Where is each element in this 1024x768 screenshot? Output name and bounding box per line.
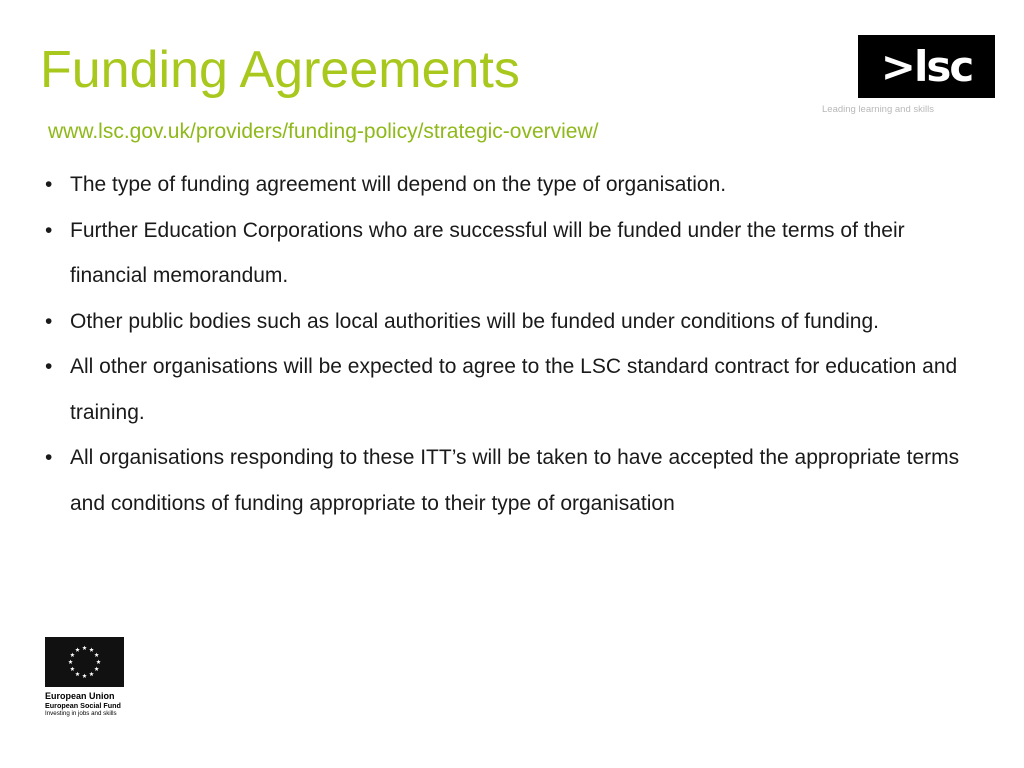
eu-name: European Union [45,691,115,701]
eu-star-icon [75,647,80,651]
bullet-icon: • [45,355,53,378]
lsc-tagline: Leading learning and skills [822,104,934,115]
eu-star-icon [82,646,87,650]
eu-star-icon [82,674,87,678]
bullet-icon: • [45,173,53,196]
eu-tagline: Investing in jobs and skills [45,710,117,717]
eu-star-icon [70,667,75,671]
eu-star-icon [75,672,80,676]
bullet-text: All other organisations will be expected to agree to the LSC standard contract for education and training. [70,355,958,424]
strategic-overview-link[interactable]: www.lsc.gov.uk/providers/funding-policy/strategic-overview/ [48,120,599,143]
bullet-text: All organisations responding to these ITT’s will be taken to have accepted the appropriate terms and conditions of funding appropriate to their type of organisation [70,446,960,515]
bullet-item [42,435,982,526]
eu-star-icon [94,667,99,671]
bullet-item [42,208,982,299]
eu-flag-icon [45,637,124,687]
bullet-text: The type of funding agreement will depend on the type of organisation. [70,173,727,196]
bullet-icon: • [45,218,53,242]
eu-logo [45,637,127,718]
bullet-list [42,162,982,526]
eu-fund-name: European Social Fund [45,701,121,710]
bullet-text: Other public bodies such as local authorities will be funded under conditions of funding. [70,309,880,333]
bullet-item [42,344,982,435]
slide-title: Funding Agreements [40,41,520,99]
eu-stars-icon [45,637,124,687]
bullet-icon: • [45,446,53,469]
eu-star-icon [70,653,75,657]
lsc-logo: >lsc [858,35,995,98]
bullet-item [42,299,982,345]
eu-star-icon [89,672,94,676]
eu-star-icon [89,647,94,651]
eu-star-icon [94,653,99,657]
bullet-icon: • [45,309,53,333]
eu-star-icon [68,660,73,664]
eu-star-icon [96,660,101,664]
bullet-item [42,162,982,208]
bullet-text: Further Education Corporations who are successful will be funded under the terms of their financial memorandum. [70,218,905,287]
